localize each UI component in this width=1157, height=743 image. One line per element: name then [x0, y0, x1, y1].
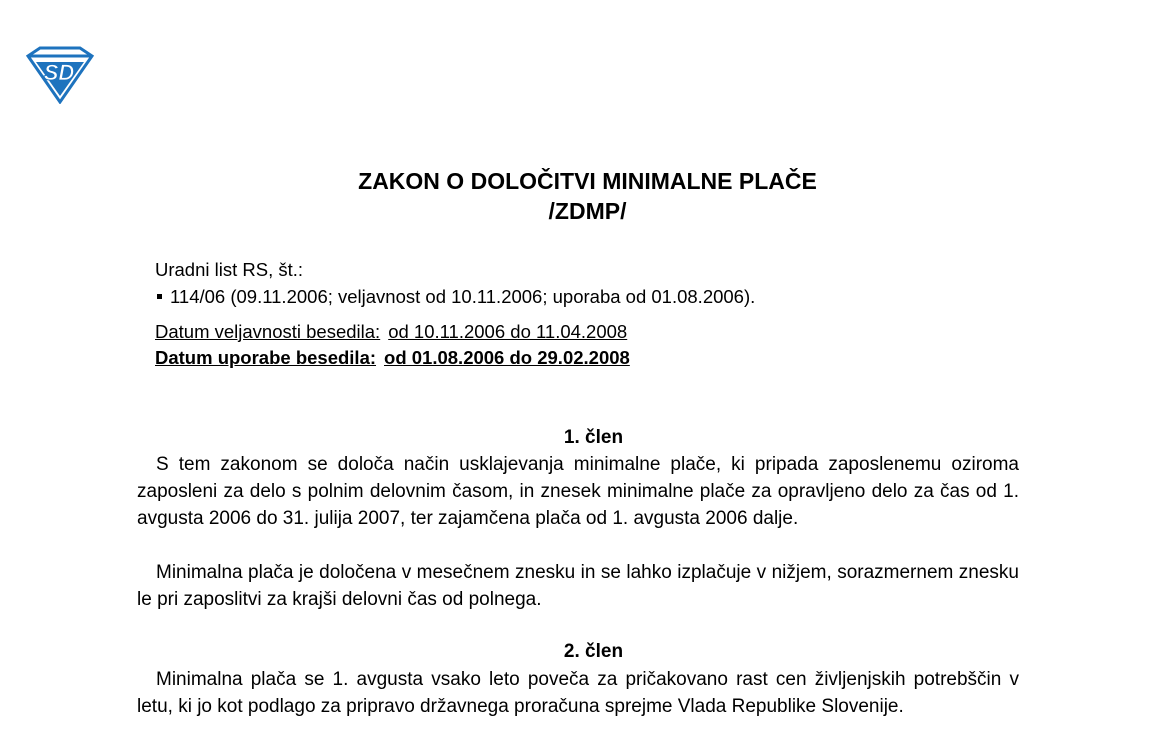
- sd-logo: [22, 46, 96, 104]
- gazette-label: Uradni list RS, št.:: [155, 259, 304, 280]
- logo-text: SD: [43, 60, 75, 85]
- law-abbreviation: /ZDMP/: [548, 198, 627, 224]
- article-2-title: 2. člen: [563, 641, 624, 662]
- article-1-paragraph-2: Minimalna plača je določena v mesečnem znesku in se lahko izplačuje v nižjem, sorazmernem znesku le pri zaposlitvi za krajši delovni čas od polnega.: [137, 562, 1019, 610]
- validity-row: [155, 319, 630, 345]
- gazette-reference: [155, 256, 755, 310]
- validity-block: [155, 319, 630, 371]
- use-value: od 01.08.2006 do 29.02.2008: [384, 347, 630, 368]
- sd-diamond-logo-icon: [22, 46, 96, 104]
- gazette-entry: [155, 283, 755, 310]
- validity-value: od 10.11.2006 do 11.04.2008: [388, 321, 628, 342]
- law-title: ZAKON O DOLOČITVI MINIMALNE PLAČE: [358, 168, 817, 194]
- article-1-paragraph-1: S tem zakonom se določa način usklajevanja minimalne plače, ki pripada zaposlenemu oziroma zaposleni za delo s polnim delovnim časom, in znesek minimalne plače za opravljeno delo za čas od 1. avgusta 2006 do 31. julija 2007, ter zajamčena plača od 1. avgusta 2006 dalje.: [137, 454, 1019, 529]
- article-2-paragraph-1: Minimalna plača se 1. avgusta vsako leto poveča za pričakovano rast cen življenjskih potrebščin v letu, ki jo kot podlago za pripravo državnega proračuna sprejme Vlada Republike Slovenije.: [137, 669, 1019, 717]
- bullet-icon: [157, 294, 162, 299]
- validity-label: Datum veljavnosti besedila:: [155, 321, 381, 342]
- gazette-entry-text: 114/06 (09.11.2006; veljavnost od 10.11.2006; uporaba od 01.08.2006).: [170, 286, 756, 307]
- article-1-title: 1. člen: [563, 427, 624, 448]
- use-label: Datum uporabe besedila:: [155, 347, 377, 368]
- use-row: [155, 345, 630, 371]
